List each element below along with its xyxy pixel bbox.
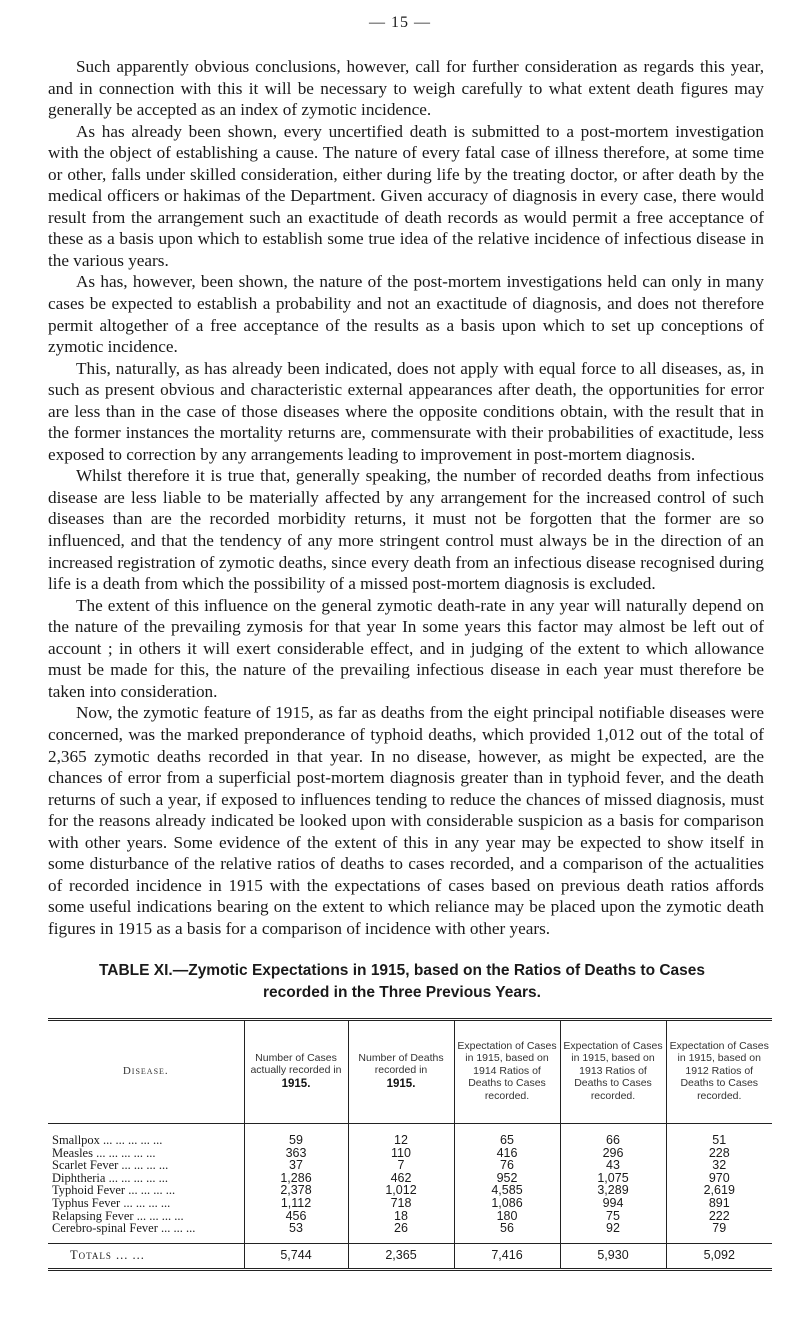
cell-cases: 53 [244,1222,348,1243]
cell-deaths: 462 [348,1172,454,1185]
cell-deaths: 12 [348,1124,454,1147]
cell-disease: Typhoid Fever ... ... ... ... [52,1183,176,1198]
totals-row [48,1243,772,1269]
cell-exp-1912: 891 [666,1197,772,1210]
paragraph: Now, the zymotic feature of 1915, as far as deaths from the eight principal notifiable diseases were concerned, was the marked preponderance of typhoid deaths, which provided 1,012 out of the total of 2,365 zymotic deaths recorded in that year. In no disease, however, as might be expected, are the chances of error from a superficial post-mortem diagnosis greater than in typhoid fever, and the death returns of such a year, if exposed to influences tending to reduce the chances of missed diagnosis, must for the reasons already indicated be looked upon with considerable suspicion as a basis for comparison with other years. Some evidence of the extent of this in any year may be expected to show itself in some disturbance of the relative ratios of deaths to cases recorded, and a comparison of the actualities of recorded incidence in 1915 with the expectations of cases based on previous death ratios affords some useful indications bearing on the extent to which reliance may be placed upon the zymotic death figures in 1915 as a basis for a comparison of incidence with other years. [48,703,764,938]
cell-cases: 1,112 [244,1197,348,1210]
paragraph: As has, however, been shown, the nature of the post-mortem investigations held can only in many cases be expected to establish a probability and not an exactitude of diagnosis, and does not therefore permit altogether of a free acceptance of the results as a basis upon which to set up conceptions of zymotic incidence. [48,272,764,357]
totals-label: Totals ... ... [48,1243,244,1269]
table-row [48,1124,772,1147]
table-row [48,1159,772,1172]
totals-deaths: 2,365 [348,1243,454,1269]
cell-exp-1913: 994 [560,1197,666,1210]
cell-exp-1914: 76 [454,1159,560,1172]
table-title [40,960,764,1004]
table-header-row [48,1020,772,1124]
cell-cases: 363 [244,1147,348,1160]
table-row [48,1222,772,1243]
cell-disease: Measles ... ... ... ... ... [52,1145,156,1160]
cell-cases: 1,286 [244,1172,348,1185]
cell-exp-1913: 92 [560,1222,666,1243]
header-cases-label: Number of Cases actually recorded in [250,1051,342,1077]
cell-cases: 37 [244,1159,348,1172]
totals-exp-1913: 5,930 [560,1243,666,1269]
cell-deaths: 110 [348,1147,454,1160]
header-expectation-1914: Expectation of Cases in 1915, based on 1914 Ratios of Deaths to Cases recorded. [454,1020,560,1124]
paragraph: Such apparently obvious conclusions, however, call for further consideration as regards this year, and in connection with this it will be necessary to weigh carefully to what extent death figures may generally be accepted as an index of zymotic incidence. [48,57,764,120]
paragraph: This, naturally, as has already been indicated, does not apply with equal force to all diseases, as, in such as present obvious and characteristic external appearances after death, the opportunities for error are less than in the case of those diseases where the opposite conditions obtain, with the result that in the former instances the mortality returns are, commensurate with their probabilities of exactitude, less exposed to correction by any arrangements leading to improvement in post-mortem diagnosis. [48,358,764,464]
table-title-line: TABLE XI.—Zymotic Expectations in 1915, based on the Ratios of Deaths to Cases [98,962,706,979]
table-row [48,1197,772,1210]
cell-exp-1914: 1,086 [454,1197,560,1210]
cell-exp-1914: 416 [454,1147,560,1160]
paragraph: The extent of this influence on the general zymotic death-rate in any year will naturally depend on the nature of the prevailing zymosis for that year In some years this factor may almost be left out of account ; in others it will exert considerable effect, and in judging of the extent to which allowance must be made for this, the nature of the prevailing infectious disease in each year must therefore be taken into consideration. [48,595,764,701]
cell-disease: Smallpox ... ... ... ... ... [52,1133,163,1147]
body-text [48,56,764,939]
cell-disease: Relapsing Fever ... ... ... ... [52,1208,184,1223]
totals-cases: 5,744 [244,1243,348,1269]
totals-exp-1914: 7,416 [454,1243,560,1269]
cell-exp-1912: 2,619 [666,1184,772,1197]
header-expectation-1912: Expectation of Cases in 1915, based on 1912 Ratios of Deaths to Cases recorded. [666,1020,772,1124]
cell-exp-1914: 56 [454,1222,560,1243]
table-title-line: recorded in the Three Previous Years. [263,984,541,1001]
cell-cases: 2,378 [244,1184,348,1197]
cell-disease: Diphtheria ... ... ... ... ... [52,1170,168,1185]
cell-exp-1912: 32 [666,1159,772,1172]
cell-exp-1914: 4,585 [454,1184,560,1197]
cell-exp-1912: 79 [666,1222,772,1243]
cell-exp-1913: 43 [560,1159,666,1172]
cell-exp-1913: 3,289 [560,1184,666,1197]
cell-exp-1914: 180 [454,1210,560,1223]
cell-exp-1914: 952 [454,1172,560,1185]
cell-cases: 456 [244,1210,348,1223]
header-cases [244,1020,348,1124]
cell-disease: Cerebro-spinal Fever ... ... ... [52,1221,196,1236]
cell-exp-1912: 970 [666,1172,772,1185]
cell-deaths: 7 [348,1159,454,1172]
header-disease: Disease. [48,1020,244,1124]
header-deaths-label: Number of Deaths recorded in [358,1051,444,1077]
cell-exp-1913: 296 [560,1147,666,1160]
page-number: — 15 — [369,14,431,31]
header-deaths-year: 1915. [386,1077,416,1090]
cell-exp-1913: 1,075 [560,1172,666,1185]
zymotic-expectations-table [48,1018,772,1271]
cell-exp-1913: 66 [560,1124,666,1147]
cell-deaths: 18 [348,1210,454,1223]
header-expectation-1913: Expectation of Cases in 1915, based on 1913 Ratios of Deaths to Cases recorded. [560,1020,666,1124]
totals-exp-1912: 5,092 [666,1243,772,1269]
cell-cases: 59 [244,1124,348,1147]
header-deaths [348,1020,454,1124]
paragraph: Whilst therefore it is true that, generally speaking, the number of recorded deaths from infectious disease are less liable to be materially affected by any arrangement for the increased control of such diseases than are the recorded morbidity returns, it must not be forgotten that the former are so influenced, and that the tendency of any more stringent control must always be in the direction of an increased registration of zymotic deaths, since every death from an infectious disease recognised during life is a death from which the possibility of a missed post-mortem diagnosis is excluded. [48,466,764,594]
cell-deaths: 718 [348,1197,454,1210]
cell-exp-1914: 65 [454,1124,560,1147]
cell-disease: Typhus Fever ... ... ... ... [52,1195,171,1210]
paragraph: As has already been shown, every uncertified death is submitted to a post-mortem investigation with the object of establishing a cause. The nature of every fatal case of illness therefore, at some time or other, falls under skilled consideration, either during life by the treating doctor, or after death by the medical officers or hakimas of the Department. Given accuracy of diagnosis in every case, there would result from the arrangement such an exactitude of death records as would permit a free acceptance of these as a basis upon which to establish some true idea of the relative incidence of infectious disease in the various years. [48,121,764,270]
header-cases-year: 1915. [281,1077,311,1090]
cell-exp-1913: 75 [560,1210,666,1223]
cell-disease: Scarlet Fever ... ... ... ... [52,1158,169,1173]
cell-exp-1912: 228 [666,1147,772,1160]
cell-exp-1912: 222 [666,1210,772,1223]
cell-deaths: 26 [348,1222,454,1243]
cell-deaths: 1,012 [348,1184,454,1197]
cell-exp-1912: 51 [666,1124,772,1147]
